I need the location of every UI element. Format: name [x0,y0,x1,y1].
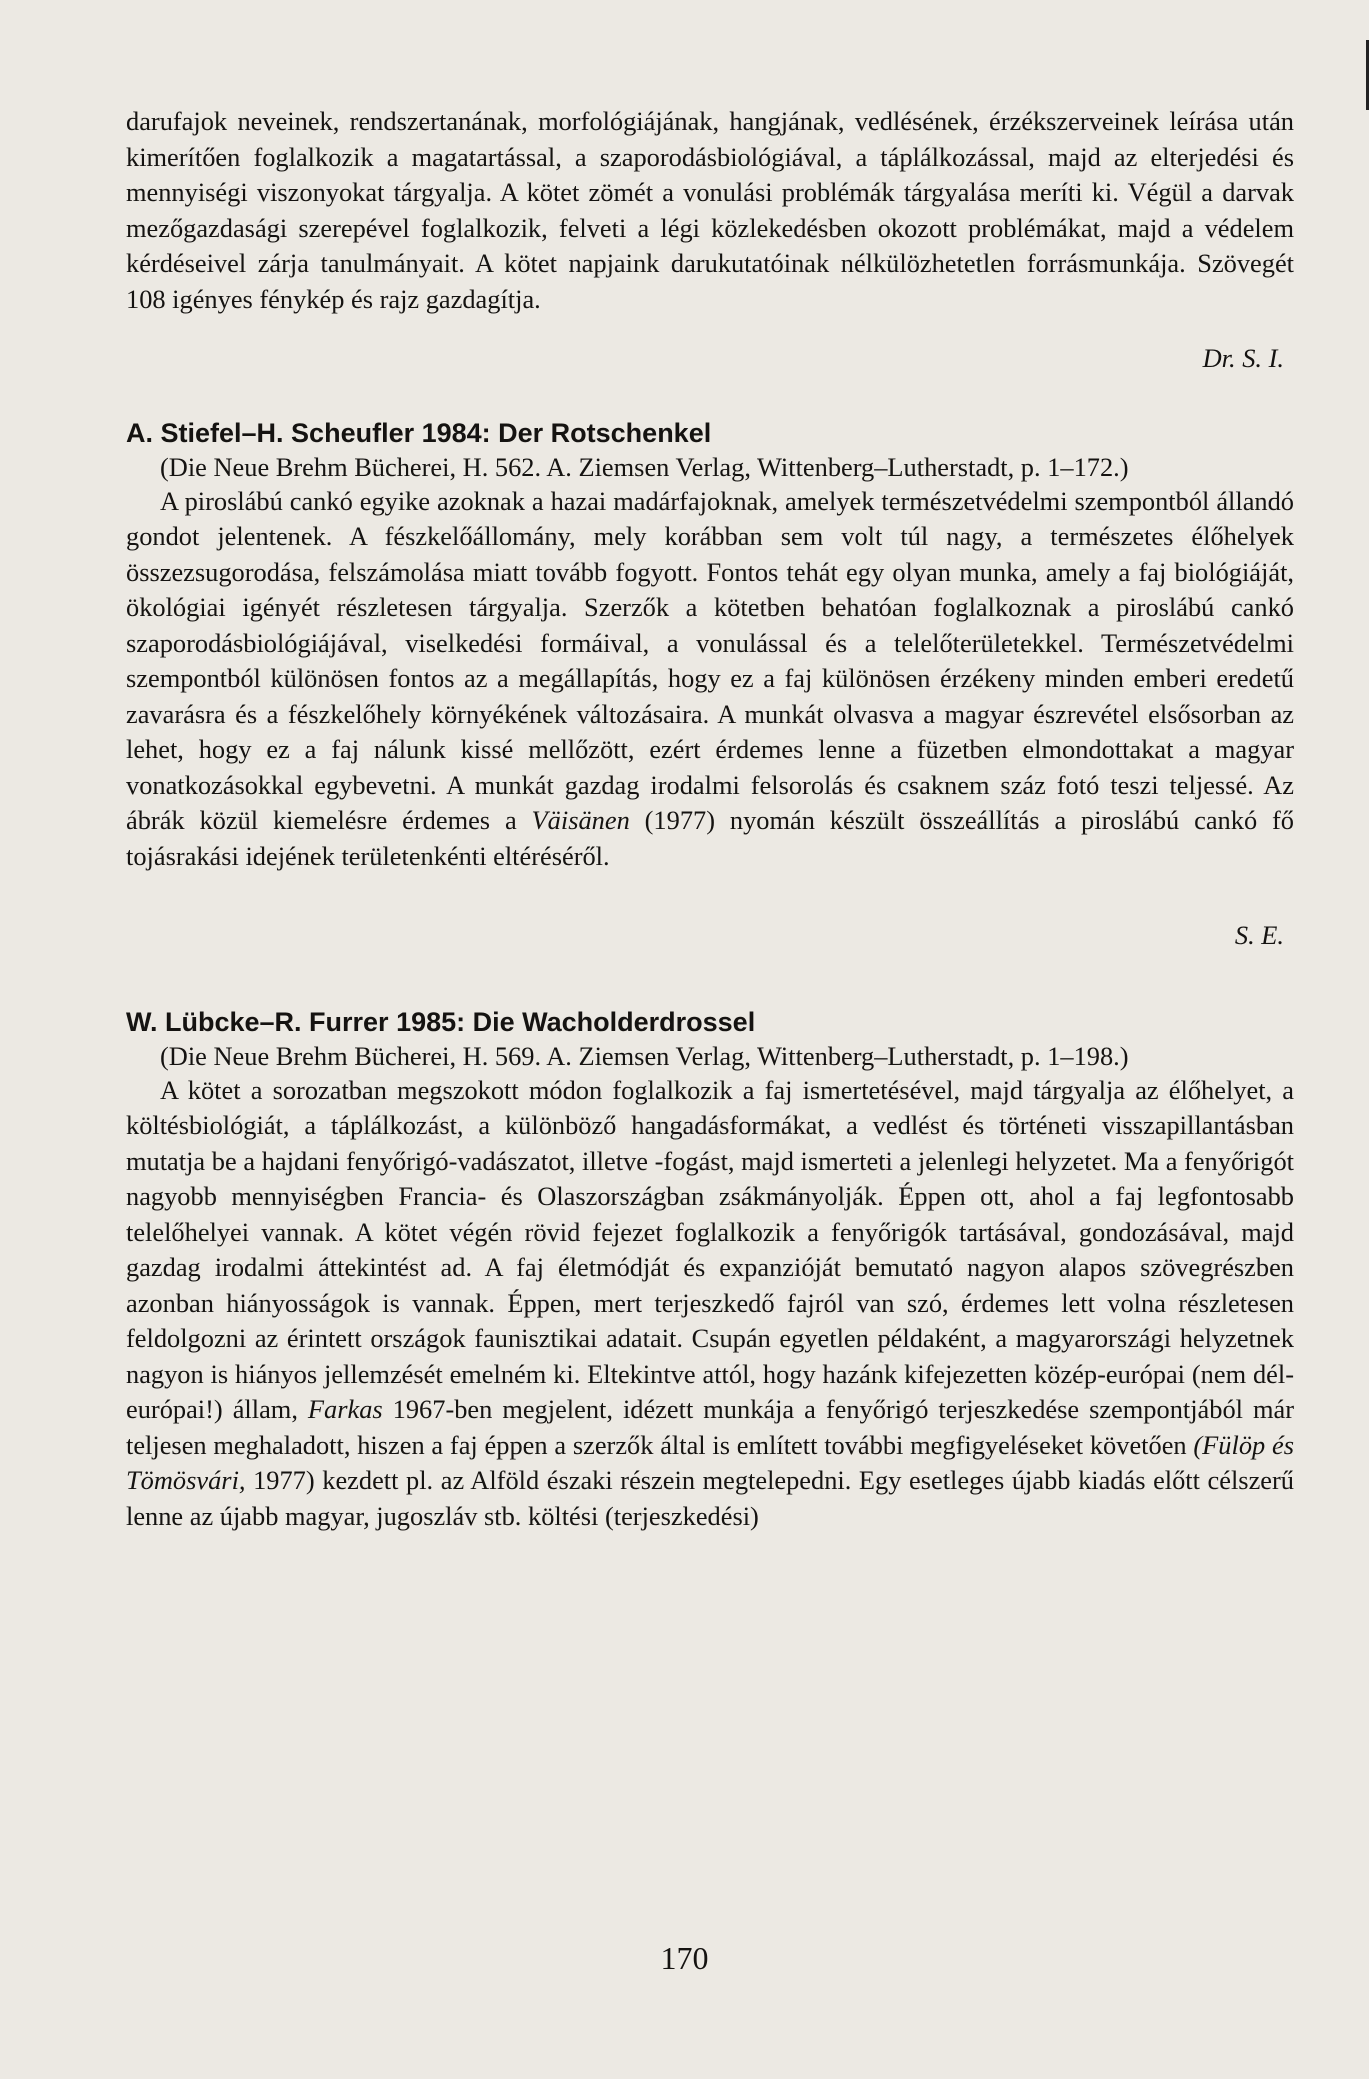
review-paragraph [126,484,1294,875]
review-signature: S. E. [1234,920,1284,950]
review-bibliography: (Die Neue Brehm Bücherei, H. 569. A. Ziemsen Verlag, Wittenberg–Lutherstadt, p. 1–198.) [160,1040,1129,1071]
cited-author: Väisänen [531,805,630,835]
review-title: A. Stiefel–H. Scheufler 1984: Der Rotschenkel [126,417,712,448]
cited-author: (Fülöp és Tömösvári, [126,1429,1294,1495]
review-signature: Dr. S. I. [1202,343,1284,373]
review-bibliography: (Die Neue Brehm Bücherei, H. 562. A. Ziemsen Verlag, Wittenberg–Lutherstadt, p. 1–172.) [160,451,1129,482]
cited-author: Farkas [307,1394,383,1424]
review-text: (1977) nyomán készült összeállítás a piroslábú cankó fő tojásrakási idejének területenkénti eltéréséről. [126,805,1294,871]
review-title: W. Lübcke–R. Furrer 1985: Die Wacholderdrossel [126,1006,756,1037]
page-number: 170 [660,1940,709,1976]
review-text: 1967-ben megjelent, idézett munkája a fenyőrigó terjeszkedése szempontjából már teljesen meghaladott, hiszen a faj éppen a szerzők által is említett további megfigyeléseket követően [126,1394,1295,1460]
page-body [126,104,1294,1534]
review-continuation-paragraph: darufajok neveinek, rendszertanának, morfológiájának, hangjának, vedlésének, érzékszerveinek leírása után kimerítően foglalkozik a magatartással, a szaporodásbiológiával, a táplálkozással, majd az elterjedési és mennyiségi viszonyokat tárgyalja. A kötet zömét a vonulási problémák tárgyalása meríti ki. Végül a darvak mezőgazdasági szerepével foglalkozik, felveti a légi közlekedésben okozott problémákat, majd a védelem kérdéseivel zárja tanulmányait. A kötet napjaink darukutatóinak nélkülözhetetlen forrásmunkája. Szövegét 108 igényes fénykép és rajz gazdagítja. [126,106,1294,314]
review-text: 1977) kezdett pl. az Alföld északi részein megtelepedni. Egy esetleges újabb kiadás előtt célszerű lenne az újabb magyar, jugoszláv stb. költési (terjeszkedési) [126,1465,1294,1531]
review-paragraph [126,1073,1294,1535]
review-text: A kötet a sorozatban megszokott módon foglalkozik a faj ismertetésével, majd tárgyalja az élőhelyet, a költésbiológiát, a táplálkozást, a különböző hangadásformákat, a vedlést és történeti visszapillantásban mutatja be a hajdani fenyőrigó-vadászatot, illetve -fogást, majd ismerteti a jelenlegi helyzetet. Ma a fenyőrigót nagyobb mennyiségben Francia- és Olaszországban zsákmányolják. Éppen ott, ahol a faj legfontosabb telelőhelyei vannak. A kötet végén rövid fejezet foglalkozik a fenyőrigók tartásával, gondozásával, majd gazdag irodalmi áttekintést ad. A faj életmódját és expanzióját bemutató nagyon alapos szövegrészben azonban hiányosságok is vannak. Éppen, mert terjeszkedő fajról van szó, érdemes lett volna részletesen feldolgozni az érintett országok faunisztikai adatait. Csupán egyetlen példaként, a magyarországi helyzetnek nagyon is hiányos jellemzését emelném ki. Eltekintve attól, hogy hazánk kifejezetten közép-európai (nem dél-európai!) állam, [126,1074,1294,1424]
review-text: A piroslábú cankó egyike azoknak a hazai madárfajoknak, amelyek természetvédelmi szempontból állandó gondot jelentenek. A fészkelőállomány, mely korábban sem volt túl nagy, a természetes élőhelyek összezsugorodása, felszámolása miatt tovább fogyott. Fontos tehát egy olyan munka, amely a faj biológiáját, ökológiai igényét részletesen tárgyalja. Szerzők a kötetben behatóan foglalkoznak a piroslábú cankó szaporodásbiológiájával, viselkedési formáival, a vonulással és a telelőterületekkel. Természetvédelmi szempontból különösen fontos az a megállapítás, hogy ez a faj különösen érzékeny minden emberi eredetű zavarásra és a fészkelőhely környékének változásaira. A munkát olvasva a magyar észrevétel elsősorban az lehet, hogy ez a faj nálunk kissé mellőzött, ezért érdemes lenne a füzetben elmondottakat a magyar vonatkozásokkal egybevetni. A munkát gazdag irodalmi felsorolás és csaknem száz fotó teszi teljessé. Az ábrák közül kiemelésre érdemes a [126,485,1294,835]
